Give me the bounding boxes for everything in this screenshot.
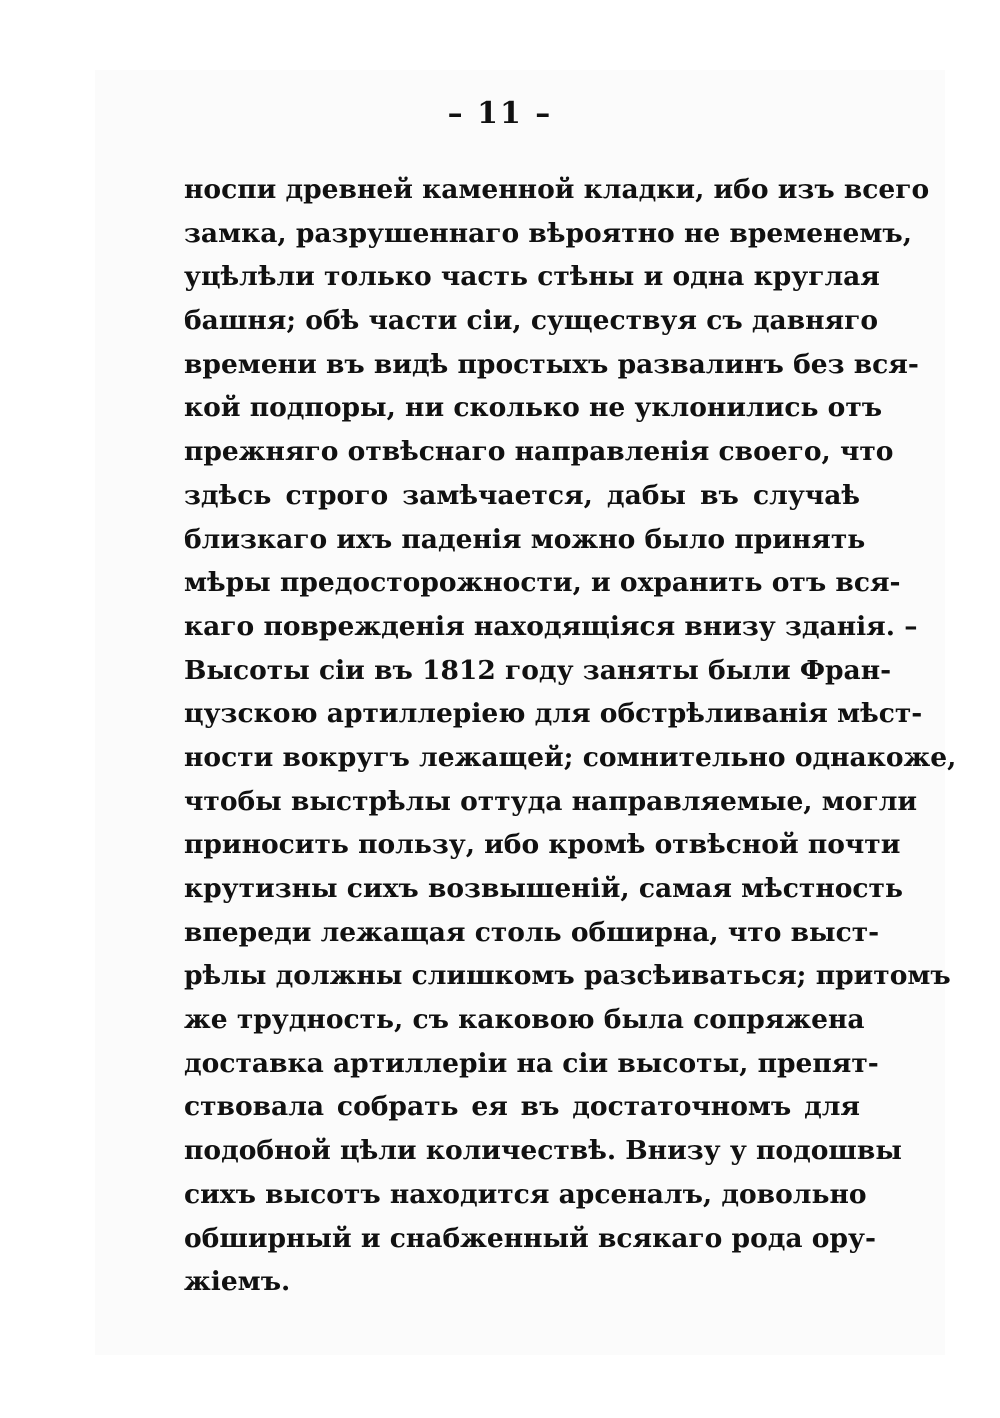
text-line: цузскою артиллеріею для обстрѣливанія мѣст- bbox=[184, 698, 923, 730]
text-line: ности вокругъ лежащей; сомнительно однакоже, bbox=[184, 741, 957, 773]
text-line: же трудность, съ каковою была сопряжена bbox=[184, 1004, 865, 1036]
text-line: близкаго ихъ паденія можно было принять bbox=[184, 523, 866, 555]
page-number: – 11 – bbox=[447, 96, 553, 131]
text-line: крутизны сихъ возвышеній, самая мѣстность bbox=[184, 873, 903, 904]
text-line: мѣры предосторожности, и охранить отъ вся- bbox=[184, 567, 901, 599]
text-line: подобной цѣли количествѣ. Внизу у подошвы bbox=[184, 1135, 902, 1167]
text-line: кой подпоры, ни сколько не уклонились отъ bbox=[184, 392, 883, 424]
text-line: носпи древней каменной кладки, ибо изъ всего bbox=[184, 174, 930, 205]
text-line: уцѣлѣли только часть стѣны и одна круглая bbox=[184, 261, 880, 293]
text-line: доставка артиллеріи на сіи высоты, препят- bbox=[184, 1047, 879, 1079]
text-line: сихъ высотъ находится арсеналъ, довольно bbox=[184, 1178, 867, 1210]
text-line: рѣлы должны слишкомъ разсѣиваться; притомъ bbox=[184, 960, 951, 992]
text-line: приносить пользу, ибо кромѣ отвѣсной почти bbox=[184, 829, 901, 861]
text-line: ствовала собрать ея въ достаточномъ для bbox=[184, 1091, 860, 1123]
text-line: жіемъ. bbox=[184, 1266, 291, 1298]
text-line: чтобы выстрѣлы оттуда направляемые, могли bbox=[184, 785, 918, 817]
text-line: каго поврежденія находящіяся внизу зданія. – bbox=[184, 610, 918, 642]
text-line: здѣсь строго замѣчается, дабы въ случаѣ bbox=[184, 479, 860, 511]
text-line: времени въ видѣ простыхъ развалинъ без вся- bbox=[184, 348, 919, 380]
text-line: прежняго отвѣснаго направленія своего, что bbox=[184, 436, 894, 468]
text-line: впереди лежащая столь обширна, что выст- bbox=[184, 916, 880, 948]
text-line: обширный и снабженный всякаго рода ору- bbox=[184, 1222, 876, 1254]
body-text bbox=[184, 168, 957, 1304]
text-line: башня; обѣ части сіи, существуя съ давняго bbox=[184, 305, 879, 337]
text-line: Высоты сіи въ 1812 году заняты были Фран- bbox=[184, 654, 892, 686]
text-line: замка, разрушеннаго вѣроятно не временемъ, bbox=[184, 217, 912, 249]
